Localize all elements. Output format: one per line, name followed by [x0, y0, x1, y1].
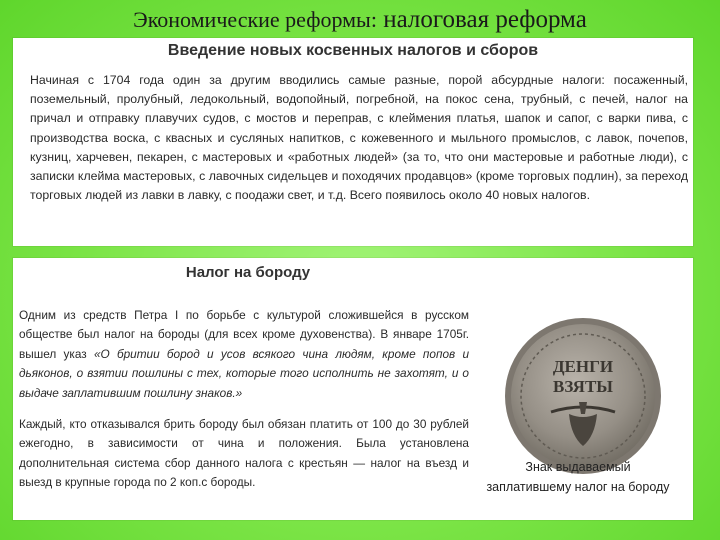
coin-caption	[473, 457, 683, 497]
beard-tax-text	[19, 306, 469, 505]
beard-tax-paragraph-2: Каждый, кто отказывался брить бороду был обязан платить от 100 до 30 рублей ежегодно, в зависимости от чина и положения. Была установлена дополнительная система сбор данного налога с крестьян — налог на въезд и выезд в крупные города по 2 коп.с бороды.	[19, 417, 469, 490]
coin-face	[511, 324, 655, 468]
beard-tax-decree-quote: «О бритии бород и усов всякого чина людям, кроме попов и дьяконов, о взятии пошлины с тех, которые того исполнить не захотят, и о выдаче заплатившим пошлину знаков.»	[19, 346, 469, 400]
beard-tax-heading: Налог на бороду	[185, 264, 311, 281]
coin-text-line1: ДЕНГИ	[552, 357, 614, 376]
indirect-taxes-text: Начиная с 1704 года один за другим вводились самые разные, порой абсурдные налоги: посаженный, поземельный, пролубный, ледокольный, водопойный, погребной, на покос сена, трубный, с печей, налог на причал и отправку плавучих судов, с мостов и переправ, с клеймения платья, шапок и сапог, с варки пива, с производства воска, с квасных и сусляных напитков, с кожевенного и мыльного промыслов, с лавок, почепов, кузниц, харчевен, пекарен, с мастеровых и «работных людей» (за то, что они мастеровые и работные люди), с записки клейма мастеровых, с лавочных сидельцев и походячих продавцов» (кроме торговых подлин), за переход торговых людей из лавки в лавку, с поодажи свет, и т.д. Всего появилось около 40 новых налогов.	[30, 73, 688, 203]
slide-title-rest: налоговая реформа	[376, 6, 587, 33]
beard-tax-paragraph-1-text: Одним из средств Петра I по борьбе с культурой сложившейся в русском обществе был налог на бороды (для всех кроме духовенства). В январе 1705г. вышел указ	[19, 308, 469, 361]
slide-title-lead: Экономические реформы:	[133, 7, 377, 32]
coin-text-line2: ВЗЯТЫ	[553, 377, 613, 396]
beard-token-coin-svg	[483, 316, 683, 476]
slide-title	[0, 6, 720, 34]
indirect-taxes-heading: Введение новых косвенных налогов и сборов	[167, 42, 539, 59]
beard-tax-panel	[13, 258, 693, 520]
beard-tax-paragraph-1	[19, 306, 469, 403]
coin-caption-line2: заплатившему налог на бороду	[486, 480, 670, 494]
beard-token-coin-image	[483, 316, 683, 476]
indirect-taxes-panel	[13, 38, 693, 246]
coin-caption-line1: Знак выдаваемый	[525, 460, 631, 474]
